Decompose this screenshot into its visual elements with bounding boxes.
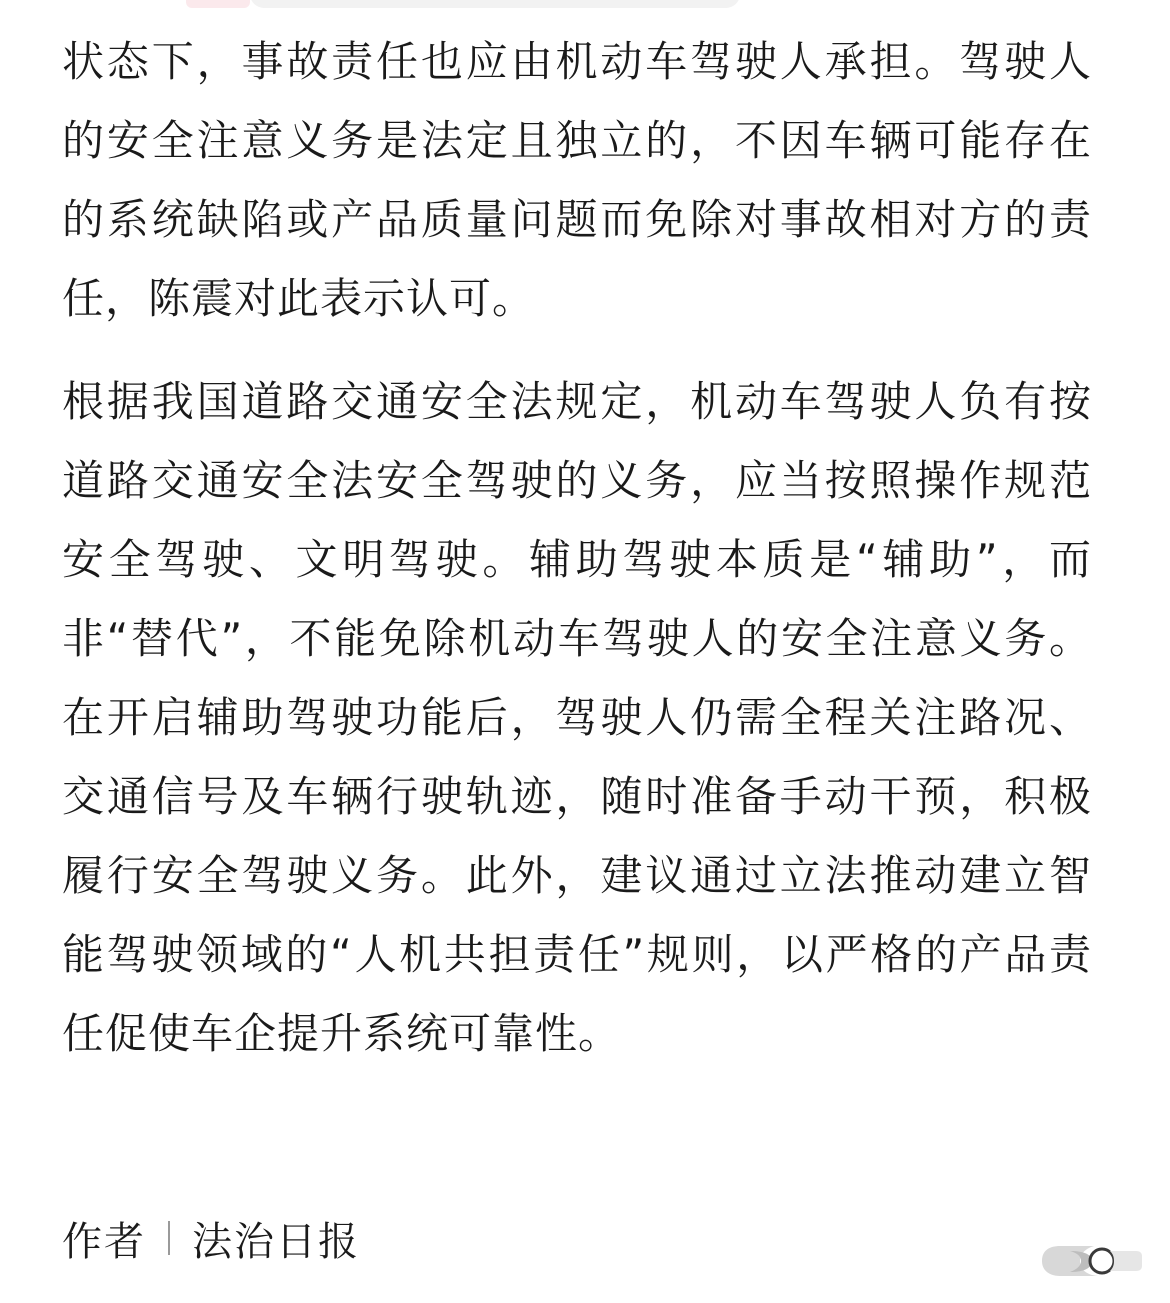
article-paragraph-2: 根据我国道路交通安全法规定，机动车驾驶人负有按道路交通安全法安全驾驶的义务，应当按照操作规范安全驾驶、文明驾驶。辅助驾驶本质是“辅助”，而非“替代”，不能免除机动车驾驶人的安全注意义务。在开启辅助驾驶功能后，驾驶人仍需全程关注路况、交通信号及车辆行驶轨迹，随时准备手动干预，积极履行安全驾驶义务。此外，建议通过立法推动建立智能驾驶领域的“人机共担责任”规则，以严格的产品责任促使车企提升系统可靠性。: [62, 377, 1092, 1058]
article-body: [62, 22, 1092, 1097]
platform-logo-icon: [1040, 1243, 1144, 1279]
byline-divider: [168, 1221, 170, 1255]
top-tab-remnant: [186, 0, 250, 8]
author-byline: [62, 1208, 360, 1268]
author-label: 作者: [62, 1218, 146, 1265]
top-bar-remnant: [250, 0, 740, 8]
author-source: 法治日报: [192, 1218, 360, 1265]
top-edge-remnant: [0, 0, 1170, 10]
article-paragraph-1: 状态下，事故责任也应由机动车驾驶人承担。驾驶人的安全注意义务是法定且独立的，不因车辆可能存在的系统缺陷或产品质量问题而免除对事故相对方的责任，陈震对此表示认可。: [62, 37, 1092, 323]
